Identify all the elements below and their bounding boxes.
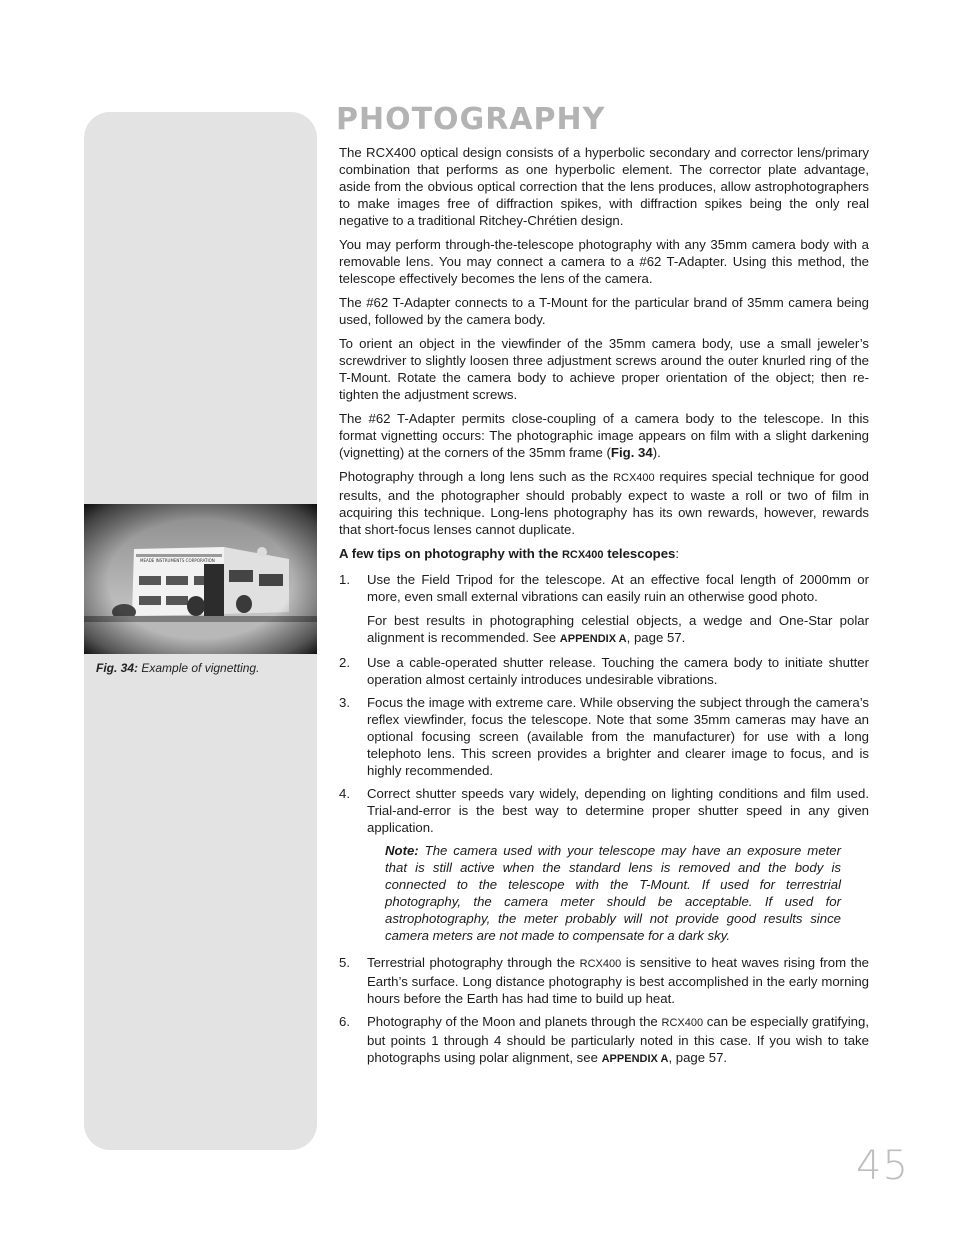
appendix-reference: APPENDIX A xyxy=(601,1053,669,1065)
vignetting-text: The #62 T-Adapter permits close-coupling of a camera body to the telescope. In this format vignetting occurs: The photographic image appears on film with a slight darkening (vignetting) at the corners of the 35mm frame ( xyxy=(339,411,869,460)
tips-heading-colon: : xyxy=(675,546,680,561)
tip-item-6 xyxy=(339,1013,869,1068)
tip-sub-end: , page 57. xyxy=(626,630,686,645)
long-lens-start: Photography through a long lens such as the xyxy=(339,469,614,484)
note-block xyxy=(385,842,841,944)
tip-item-2 xyxy=(339,654,869,688)
tip-text: Focus the image with extreme care. While observing the subject through the camera’s reflex viewfinder, focus the telescope. Note that some 35mm cameras may have an optional focusing screen (available from the manufacturer) for use with a long telephoto lens. This screen provides a brighter and clearer image to focus, and is highly recommended. xyxy=(367,695,869,778)
tip-number: 4. xyxy=(339,786,350,801)
tip-text: Correct shutter speeds vary widely, depending on lighting conditions and film used. Trial-and-error is the best way to determine proper shutter speed in any given application. xyxy=(367,786,869,835)
model-name: RCX400 xyxy=(613,472,655,484)
tip-text-end: is sensitive to heat waves rising from the Earth’s surface. Long distance photography is best accomplished in the early morning hours before the Earth has had time to build up heat. xyxy=(367,955,869,1006)
appendix-reference: APPENDIX A xyxy=(559,633,627,645)
figure-caption-text: Example of vignetting. xyxy=(138,661,260,675)
tip-text-start: Photography of the Moon and planets through the xyxy=(367,1014,662,1029)
tip-subtext xyxy=(367,612,869,648)
tips-list xyxy=(339,571,869,1068)
figure-caption-label: Fig. 34: xyxy=(96,661,139,675)
vignetting-example-photo xyxy=(84,504,317,654)
tip-text xyxy=(367,1013,869,1068)
main-content xyxy=(339,144,869,1074)
note-label: Note: xyxy=(385,843,419,858)
tip-number: 3. xyxy=(339,695,350,710)
tip-number: 1. xyxy=(339,572,350,587)
tip-text xyxy=(367,954,869,1007)
tip-text-mid: can be especially gratifying, but points 1 through 4 should be particularly noted in this case. If you wish to take photographs using polar alignment, see xyxy=(367,1014,869,1065)
tip-item-1 xyxy=(339,571,869,648)
tips-heading-model: RCX400 xyxy=(561,549,604,561)
tip-number: 5. xyxy=(339,955,350,970)
fig-reference: Fig. 34 xyxy=(610,445,653,460)
paragraph-orientation: To orient an object in the viewfinder of the 35mm camera body, use a small jeweler’s screwdriver to slightly loosen three adjustment screws around the outer knurled ring of the T-Mount. Rotate the camera body to achieve proper orientation of the object; then re-tighten the adjustment screws. xyxy=(339,336,869,402)
vignetting-end: ). xyxy=(652,445,661,460)
paragraph-vignetting xyxy=(339,410,869,461)
tip-sub-start: For best results in photographing celestial objects, a wedge and One-Star polar alignment is recommended. See xyxy=(367,613,869,645)
page-title: PHOTOGRAPHY xyxy=(336,102,606,137)
paragraph-t-adapter: The #62 T-Adapter connects to a T-Mount for the particular brand of 35mm camera being used, followed by the camera body. xyxy=(339,295,869,327)
long-lens-end: requires special technique for good results, and the photographer should probably expect to waste a roll or two of film in acquiring this technique. Long-lens photography has its own rewards, however, rewards that short-focus lenses cannot duplicate. xyxy=(339,469,869,537)
paragraph-optical-design: The RCX400 optical design consists of a hyperbolic secondary and corrector lens/primary combination that performs as one hyperbolic element. The corrector plate advantage, aside from the obvious optical correction that the lens produces, allow astrophotographers to make images free of diffraction spikes, with diffraction spikes being the only real negative to a traditional Ritchey-Chrétien design. xyxy=(339,145,869,228)
figure-caption xyxy=(96,661,311,675)
note-text: The camera used with your telescope may have an exposure meter that is still active when the standard lens is removed and the body is connected to the telescope with the T-Mount. If used for terrestrial photography, the camera meter should be acceptable. If used for astrophotography, the meter probably will not provide good results since camera meters are not made to compensate for a dark sky. xyxy=(385,843,841,943)
tip-text-end: , page 57. xyxy=(668,1050,728,1065)
tip-item-5 xyxy=(339,954,869,1007)
tips-heading-start: A few tips on photography with the xyxy=(339,546,562,561)
tip-text: Use a cable-operated shutter release. Touching the camera body to initiate shutter operation almost certainly introduces undesirable vibrations. xyxy=(367,655,869,687)
tip-item-3 xyxy=(339,694,869,779)
tip-text: Use the Field Tripod for the telescope. At an effective focal length of 2000mm or more, even small external vibrations can easily ruin an otherwise good photo. xyxy=(367,572,869,604)
paragraph-long-lens xyxy=(339,468,869,538)
tip-model: RCX400 xyxy=(579,958,622,970)
tip-number: 2. xyxy=(339,655,350,670)
tip-number: 6. xyxy=(339,1014,350,1029)
tips-heading xyxy=(339,545,869,564)
page-number: 45 xyxy=(856,1143,909,1189)
tip-text-start: Terrestrial photography through the xyxy=(367,955,580,970)
paragraph-camera-body: You may perform through-the-telescope photography with any 35mm camera body with a removable lens. You may connect a camera to a #62 T-Adapter. Using this method, the telescope effectively becomes the lens of the camera. xyxy=(339,237,869,286)
tip-model: RCX400 xyxy=(661,1017,704,1029)
tips-heading-end: telescopes xyxy=(603,546,676,561)
tip-item-4 xyxy=(339,785,869,944)
